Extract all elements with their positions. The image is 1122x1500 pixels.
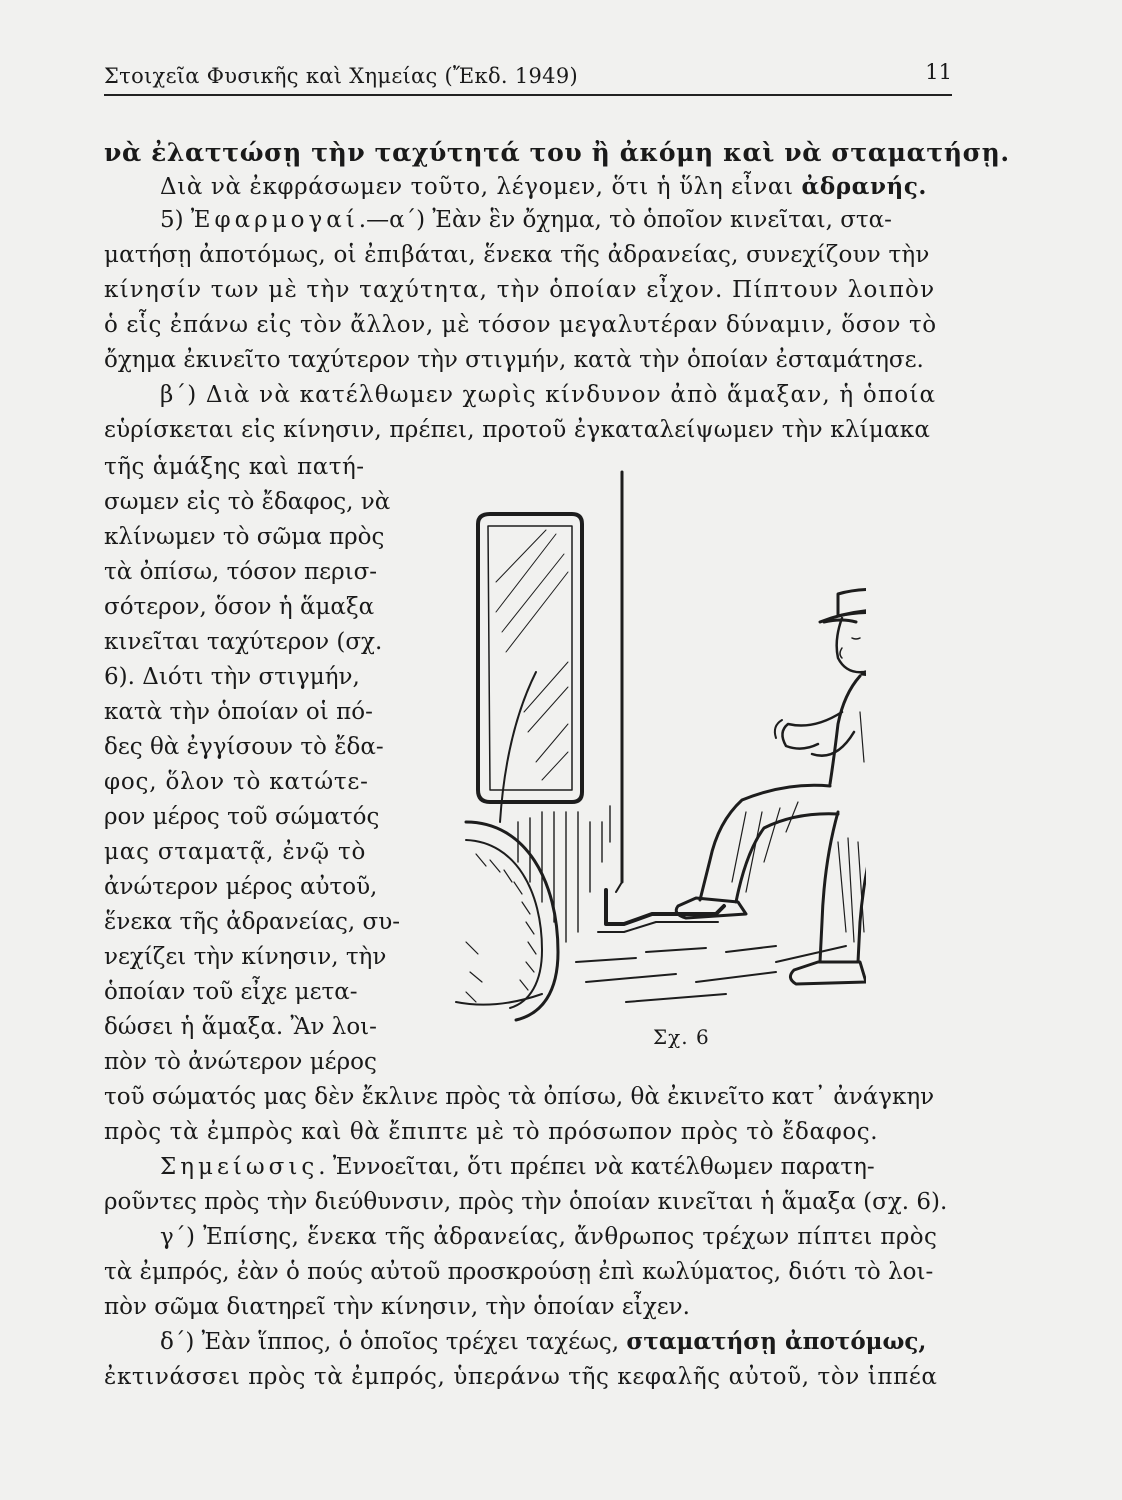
term-adranis: ἀδρανής.	[801, 173, 928, 200]
text-line-2-main: Διὰ νὰ ἐκφράσωμεν τοῦτο, λέγομεν, ὅτι ἡ ὕλη εἶναι	[160, 174, 794, 200]
note-heading-simeiosis: Σημείωσις	[160, 1154, 319, 1180]
text-line-5: κίνησίν των μὲ τὴν ταχύτητα, τὴν ὁποίαν εἶχον. Πίπτουν λοιπὸν	[104, 277, 936, 303]
column-line-2: σωμεν εἰς τὸ ἔδαφος, νὰ	[104, 489, 391, 515]
text-line-9: εὑρίσκεται εἰς κίνησιν, πρέπει, προτοῦ ἐγκαταλείψωμεν τὴν κλίμακα	[104, 417, 931, 443]
text-line-7: ὄχημα ἐκινεῖτο ταχύτερον τὴν στιγμήν, κατὰ τὴν ὁποίαν ἐσταμάτησε.	[104, 347, 924, 373]
column-line-12: μας σταματᾷ, ἐνῷ τὸ	[104, 839, 367, 865]
page-header	[104, 58, 952, 98]
column-line-11: ρον μέρος τοῦ σώματός	[104, 804, 380, 830]
text-line-16: πὸν σῶμα διατηρεῖ τὴν κίνησιν, τὴν ὁποίαν εἶχεν.	[104, 1294, 690, 1320]
text-line-12	[160, 1152, 875, 1182]
text-line-11: πρὸς τὰ ἐμπρὸς καὶ θὰ ἔπιπτε μὲ τὸ πρόσωπον πρὸς τὸ ἔδαφος.	[104, 1119, 879, 1145]
column-line-4: τὰ ὀπίσω, τόσον περισ-	[104, 559, 378, 585]
column-line-18: πὸν τὸ ἀνώτερον μέρος	[104, 1049, 377, 1075]
text-line-15: τὰ ἐμπρός, ἐὰν ὁ πούς αὐτοῦ προσκρούσῃ ἐπὶ κωλύματος, διότι τὸ λοι-	[104, 1259, 934, 1285]
section-number: 5)	[160, 207, 191, 233]
column-line-6: κινεῖται ταχύτερον (σχ.	[104, 629, 383, 655]
column-line-15: νεχίζει τὴν κίνησιν, τὴν	[104, 944, 387, 970]
text-line-3	[160, 205, 892, 235]
column-line-9: δες θὰ ἐγγίσουν τὸ ἔδα-	[104, 734, 384, 760]
text-line-13: ροῦντες πρὸς τὴν διεύθυνσιν, πρὸς τὴν ὁποίαν κινεῖται ἡ ἅμαξα (σχ. 6).	[104, 1189, 948, 1215]
header-rule	[104, 94, 952, 96]
text-line-1: νὰ ἐλαττώσῃ τὴν ταχύτητά του ἢ ἀκόμη καὶ νὰ σταματήσῃ.	[104, 138, 1010, 167]
text-line-10: τοῦ σώματός μας δὲν ἔκλινε πρὸς τὰ ὀπίσω, θὰ ἐκινεῖτο κατ᾽ ἀνάγκην	[104, 1084, 935, 1110]
column-line-16: ὁποίαν τοῦ εἶχε μετα-	[104, 979, 358, 1005]
column-line-7: 6). Διότι τὴν στιγμήν,	[104, 664, 360, 690]
column-line-5: σότερον, ὅσον ἡ ἅμαξα	[104, 594, 375, 620]
column-line-14: ἕνεκα τῆς ἀδρανείας, συ-	[104, 909, 400, 935]
figure-caption: Σχ. 6	[653, 1025, 710, 1049]
text-line-17	[160, 1327, 926, 1357]
page-number: 11	[925, 60, 952, 84]
text-line-4: ματήσῃ ἀποτόμως, οἱ ἐπιβάται, ἕνεκα τῆς ἀδρανείας, συνεχίζουν τὴν	[104, 242, 930, 268]
figure-6-illustration	[446, 462, 866, 1022]
column-line-17: δώσει ἡ ἅμαξα. Ἂν λοι-	[104, 1014, 377, 1040]
column-line-13: ἀνώτερον μέρος αὐτοῦ,	[104, 874, 378, 900]
column-line-3: κλίνωμεν τὸ σῶμα πρὸς	[104, 524, 385, 550]
section-heading-efarmogai: Ἐφαρμογαί	[190, 207, 359, 233]
running-title: Στοιχεῖα Φυσικῆς καὶ Χημείας (Ἔκδ. 1949)	[104, 64, 578, 88]
column-line-1: τῆς ἁμάξης καὶ πατή-	[104, 454, 365, 480]
text-line-6: ὁ εἷς ἐπάνω εἰς τὸν ἄλλον, μὲ τόσον μεγαλυτέραν δύναμιν, ὅσον τὸ	[104, 312, 937, 338]
text-line-17-main: δ΄) Ἐὰν ἵππος, ὁ ὁποῖος τρέχει ταχέως,	[160, 1329, 620, 1355]
text-line-12-rest: . Ἐννοεῖται, ὅτι πρέπει νὰ κατέλθωμεν παρατη-	[318, 1154, 875, 1180]
term-stamatisi-apotomos: σταματήσῃ ἀποτόμως,	[626, 1328, 927, 1355]
text-line-3-rest: .—α΄) Ἐὰν ἓν ὄχημα, τὸ ὁποῖον κινεῖται, στα-	[358, 207, 892, 233]
text-line-8: β΄) Διὰ νὰ κατέλθωμεν χωρὶς κίνδυνον ἀπὸ ἅμαξαν, ἡ ὁποία	[160, 382, 937, 408]
text-line-2	[160, 172, 927, 202]
text-line-18: ἐκτινάσσει πρὸς τὰ ἐμπρός, ὑπεράνω τῆς κεφαλῆς αὐτοῦ, τὸν ἱππέα	[104, 1364, 938, 1390]
column-line-10: φος, ὅλον τὸ κατώτε-	[104, 769, 369, 795]
text-line-14: γ΄) Ἐπίσης, ἕνεκα τῆς ἀδρανείας, ἄνθρωπος τρέχων πίπτει πρὸς	[160, 1224, 938, 1250]
column-line-8: κατὰ τὴν ὁποίαν οἱ πό-	[104, 699, 373, 725]
